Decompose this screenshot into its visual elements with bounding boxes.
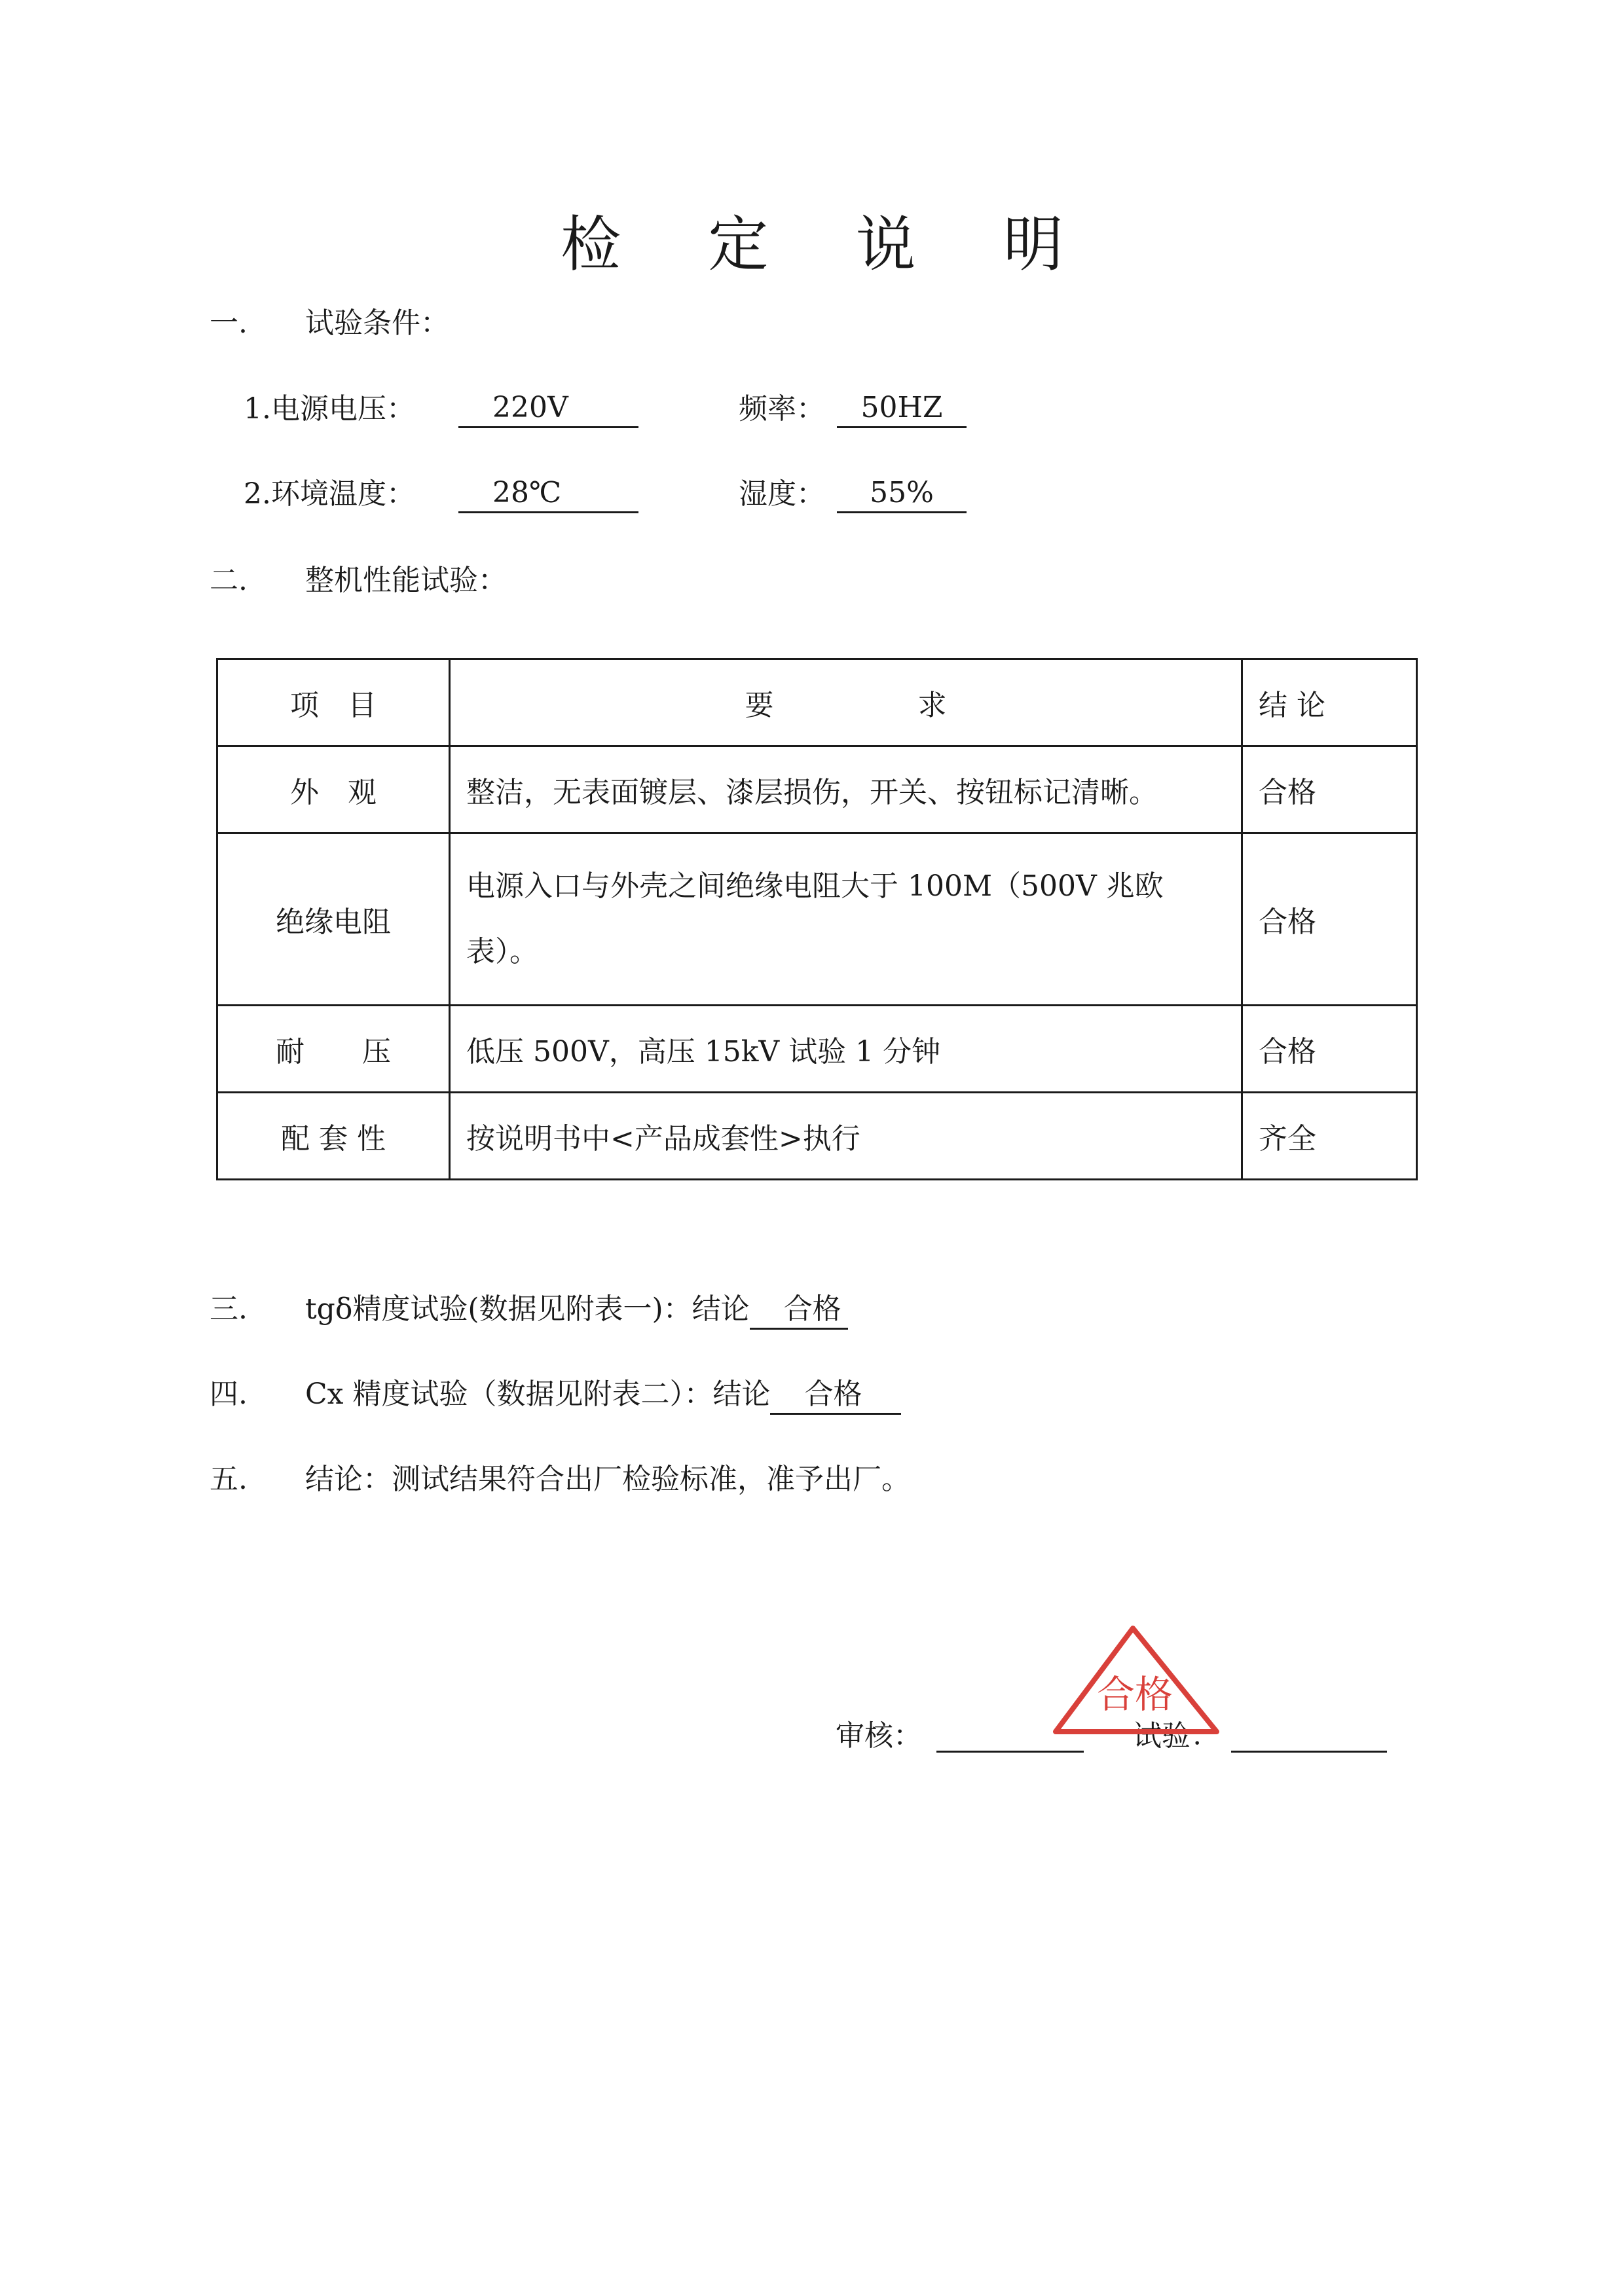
section2-number: 二.	[210, 564, 248, 597]
frequency-label: 频率：	[739, 392, 825, 426]
section3-row	[305, 1290, 848, 1330]
header-item: 项 目	[217, 659, 450, 746]
test-label: 试验：	[1133, 1719, 1219, 1753]
review-label: 审核：	[836, 1719, 922, 1753]
row-result: 齐全	[1242, 1093, 1417, 1180]
table-header-row	[217, 659, 1417, 746]
approval-stamp	[1048, 1620, 1225, 1751]
supply-voltage-label: 1.电源电压：	[244, 392, 415, 426]
section4-text: Cx 精度试验（数据见附表二）：结论	[305, 1377, 771, 1411]
row-result: 合格	[1242, 1006, 1417, 1093]
page-title: 检 定 说 明	[561, 210, 1098, 280]
test-signature-line	[1231, 1751, 1387, 1753]
table-row	[217, 1093, 1417, 1180]
ambient-temperature-value: 28℃	[458, 475, 638, 513]
row-requirement	[450, 833, 1242, 1006]
row-requirement: 低压 500V，高压 15kV 试验 1 分钟	[450, 1006, 1242, 1093]
row-item: 绝缘电阻	[217, 833, 450, 1006]
ambient-temperature-label: 2.环境温度：	[244, 477, 415, 511]
row-item: 外 观	[217, 746, 450, 833]
table-row	[217, 746, 1417, 833]
table-row	[217, 1006, 1417, 1093]
row-item: 耐 压	[217, 1006, 450, 1093]
section2-heading: 整机性能试验：	[305, 564, 507, 597]
frequency-value: 50HZ	[837, 390, 967, 428]
row-result: 合格	[1242, 746, 1417, 833]
section3-text: tgδ精度试验(数据见附表一)：结论	[305, 1292, 750, 1326]
header-result: 结 论	[1242, 659, 1417, 746]
row-requirement: 整洁，无表面镀层、漆层损伤，开关、按钮标记清晰。	[450, 746, 1242, 833]
section4-number: 四.	[210, 1377, 248, 1411]
section4-row	[305, 1375, 901, 1415]
supply-voltage-value: 220V	[458, 390, 638, 428]
header-requirement: 要 求	[450, 659, 1242, 746]
row-requirement: 按说明书中<产品成套性>执行	[450, 1093, 1242, 1180]
section4-result: 合格	[770, 1376, 901, 1415]
humidity-value: 55%	[837, 475, 967, 513]
section3-result: 合格	[750, 1291, 848, 1330]
stamp-text: 合格	[1096, 1672, 1173, 1717]
row-requirement-line: 表）。	[466, 935, 538, 968]
section3-number: 三.	[210, 1292, 248, 1326]
row-requirement-line: 电源入口与外壳之间绝缘电阻大于 100M（500V 兆欧	[466, 869, 1164, 903]
section5-text: 结论：测试结果符合出厂检验标准，准予出厂。	[305, 1463, 910, 1496]
performance-table	[216, 658, 1418, 1180]
row-item: 配 套 性	[217, 1093, 450, 1180]
table-row	[217, 833, 1417, 1006]
humidity-label: 湿度：	[739, 477, 825, 511]
row-result: 合格	[1242, 833, 1417, 1006]
section1-number: 一.	[210, 306, 248, 340]
section1-heading: 试验条件：	[305, 306, 449, 340]
section5-number: 五.	[210, 1463, 248, 1496]
